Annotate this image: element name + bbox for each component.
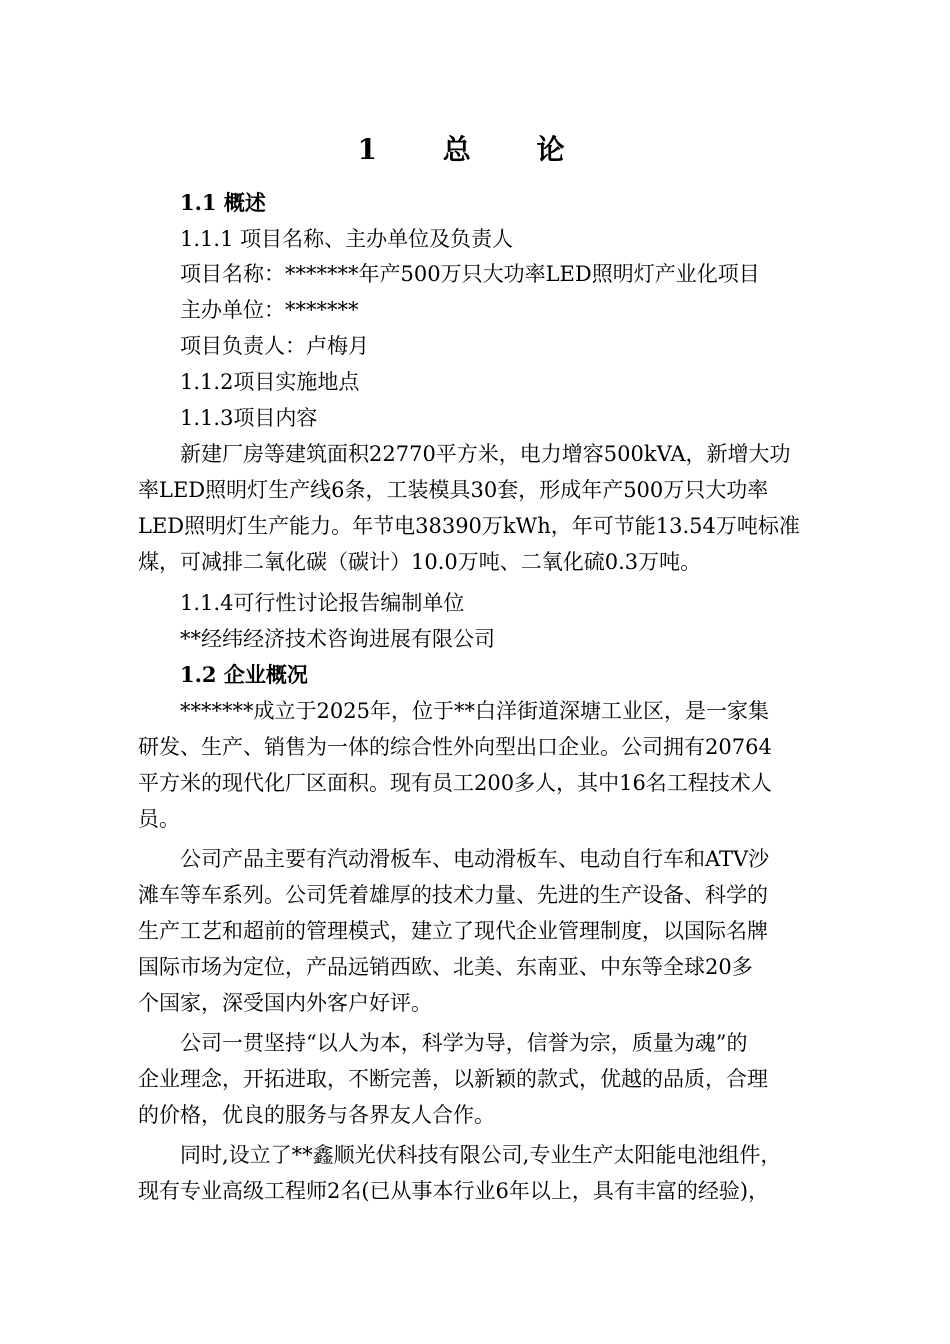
products-paragraph-line: 公司产品主要有汽动滑板车、电动滑板车、电动自行车和ATV沙 [180, 847, 770, 871]
subsection-heading-1-1-4: 1.1.4可行性讨论报告编制单位 [180, 591, 465, 615]
philosophy-paragraph-line: 公司一贯坚持“以人为本，科学为导，信誉为宗，质量为魂”的 [180, 1031, 748, 1055]
section-heading-1-1: 1.1 概述 [180, 190, 266, 215]
section-heading-1-2: 1.2 企业概况 [180, 662, 308, 687]
overview-paragraph-line: 研发、生产、销售为一体的综合性外向型出口企业。公司拥有20764 [138, 735, 772, 759]
subsidiary-paragraph-line: 同时,设立了**鑫顺光伏科技有限公司,专业生产太阳能电池组件， [180, 1143, 782, 1167]
project-lead-line: 项目负责人：卢梅月 [180, 334, 369, 358]
overview-paragraph-line: 员。 [138, 807, 180, 831]
subsidiary-paragraph-line: 现有专业高级工程师2名(已从事本行业6年以上，具有丰富的经验)， [138, 1179, 770, 1203]
compiler-line: **经纬经济技术咨询进展有限公司 [180, 627, 495, 651]
products-paragraph-line: 个国家，深受国内外客户好评。 [138, 991, 432, 1015]
philosophy-paragraph-line: 的价格，优良的服务与各界友人合作。 [138, 1103, 495, 1127]
overview-paragraph-line: 平方米的现代化厂区面积。现有员工200多人，其中16名工程技术人 [138, 771, 772, 795]
content-paragraph-line: LED照明灯生产能力。年节电38390万kWh，年可节能13.54万吨标准 [138, 514, 800, 538]
products-paragraph-line: 生产工艺和超前的管理模式，建立了现代企业管理制度，以国际名牌 [138, 919, 768, 943]
content-paragraph-line: 新建厂房等建筑面积22770平方米，电力增容500kVA，新增大功 [180, 442, 791, 466]
project-name-line: 项目名称：*******年产500万只大功率LED照明灯产业化项目 [180, 262, 760, 286]
subsection-heading-1-1-2: 1.1.2项目实施地点 [180, 370, 360, 394]
philosophy-paragraph-line: 企业理念，开拓进取，不断完善，以新颖的款式，优越的品质，合理 [138, 1067, 768, 1091]
subsection-heading-1-1-1: 1.1.1 项目名称、主办单位及负责人 [180, 227, 514, 251]
content-paragraph-line: 煤，可减排二氧化碳（碳计）10.0万吨、二氧化硫0.3万吨。 [138, 550, 702, 574]
chapter-title: 1 总 论 [357, 133, 593, 166]
subsection-heading-1-1-3: 1.1.3项目内容 [180, 406, 318, 430]
sponsor-line: 主办单位：******* [180, 298, 359, 322]
products-paragraph-line: 滩车等车系列。公司凭着雄厚的技术力量、先进的生产设备、科学的 [138, 883, 768, 907]
overview-paragraph-line: *******成立于2025年，位于**白洋街道深塘工业区，是一家集 [180, 699, 769, 723]
content-paragraph-line: 率LED照明灯生产线6条，工装模具30套，形成年产500万只大功率 [138, 478, 769, 502]
products-paragraph-line: 国际市场为定位，产品远销西欧、北美、东南亚、中东等全球20多 [138, 955, 753, 979]
